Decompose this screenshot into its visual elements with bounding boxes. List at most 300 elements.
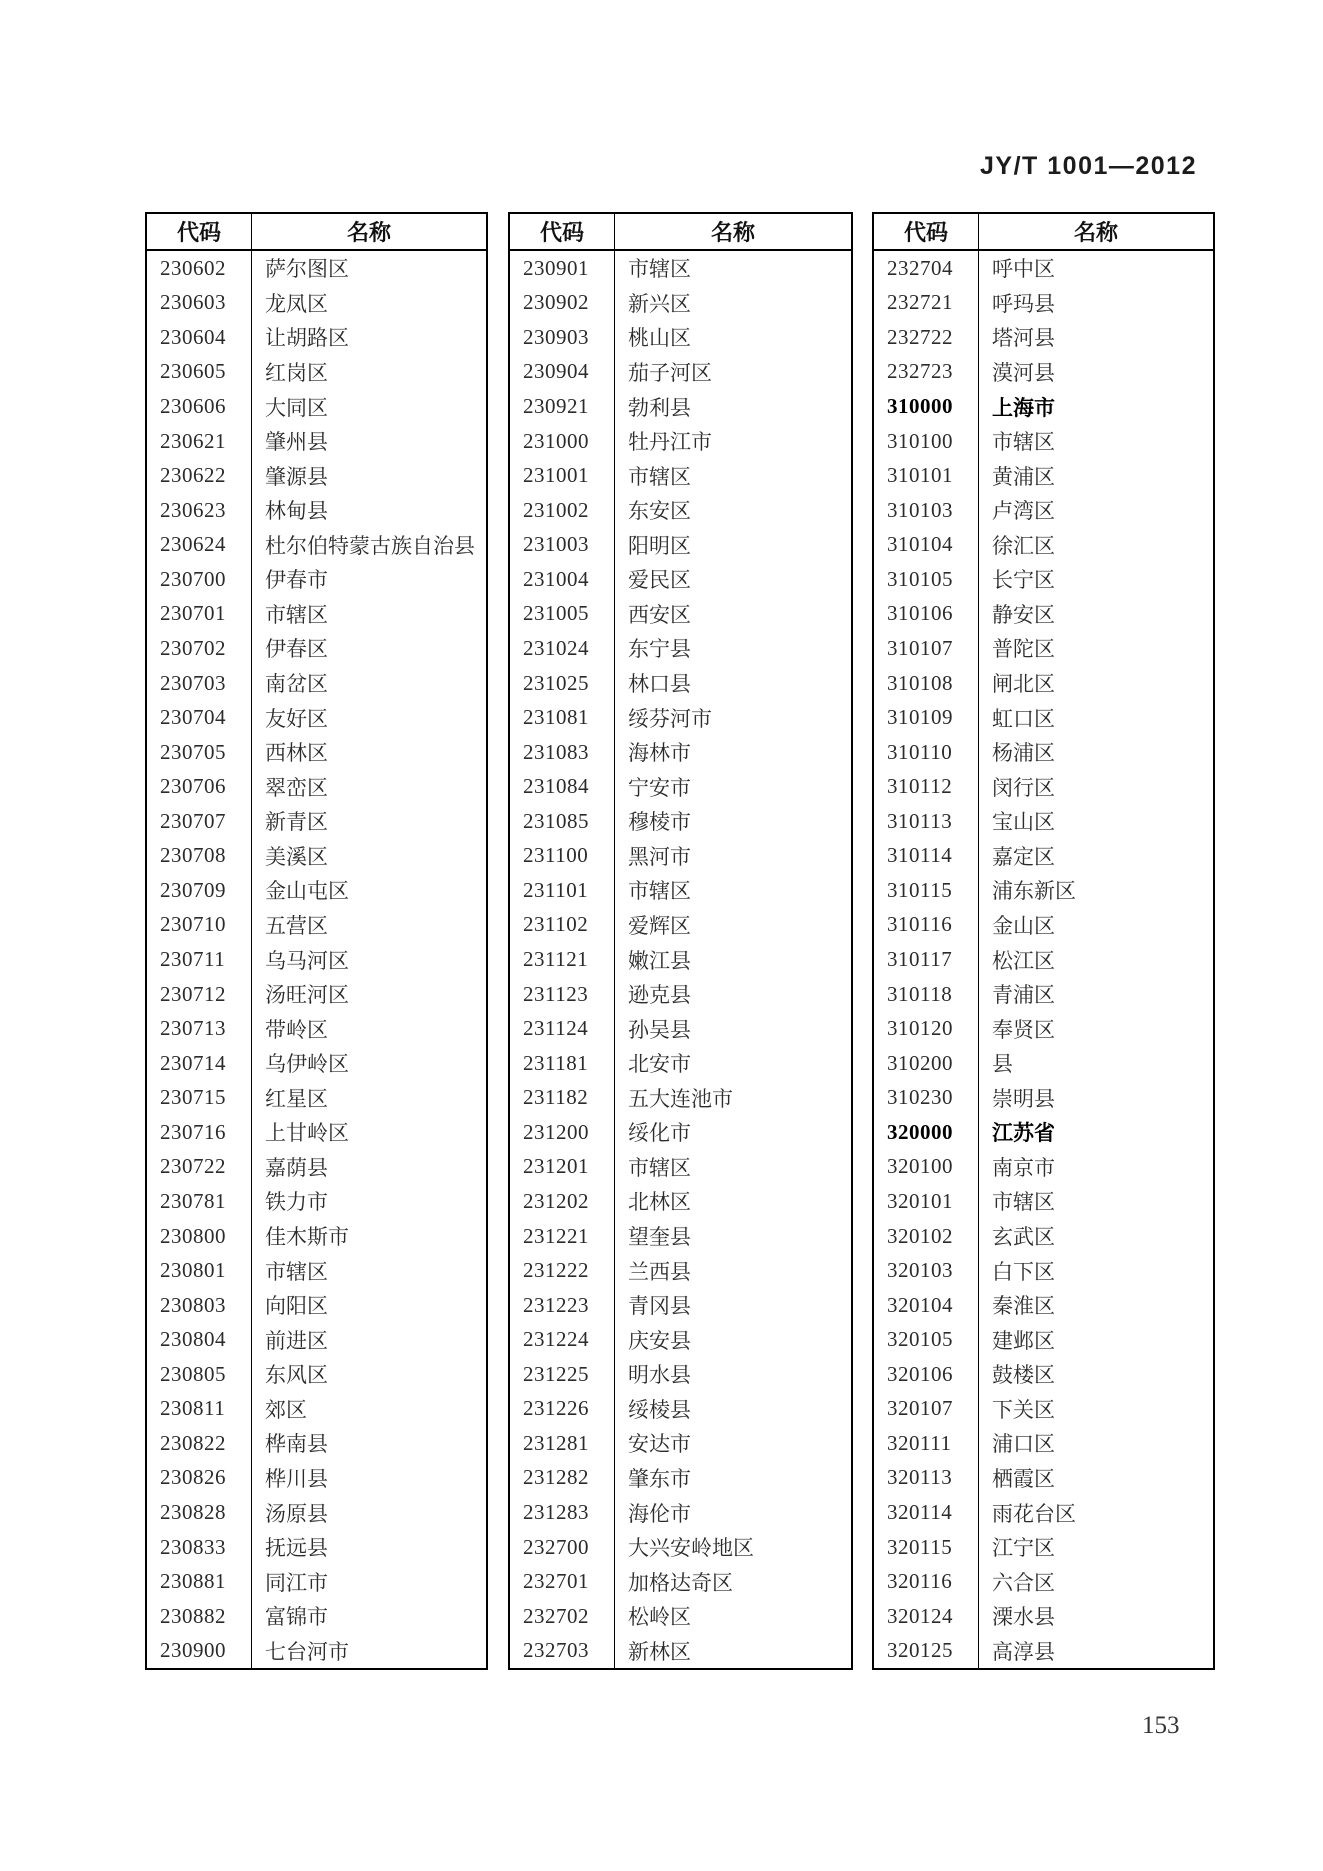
code-cell: 231226 (510, 1392, 615, 1427)
table-row (147, 1495, 486, 1530)
table-row (874, 735, 1213, 770)
code-cell: 231024 (510, 631, 615, 666)
table-row (874, 700, 1213, 735)
name-cell: 向阳区 (265, 1294, 328, 1319)
table-row (147, 1634, 486, 1669)
code-cell: 231025 (510, 666, 615, 701)
name-cell: 穆棱市 (628, 810, 691, 835)
table-row (874, 631, 1213, 666)
code-cell: 310101 (874, 458, 979, 493)
name-cell: 肇东市 (628, 1466, 691, 1491)
name-cell: 市辖区 (628, 464, 691, 489)
table-row (147, 1081, 486, 1116)
code-cell: 320104 (874, 1288, 979, 1323)
name-cell: 嘉定区 (992, 844, 1055, 869)
code-cell: 320107 (874, 1392, 979, 1427)
table-row (510, 1219, 851, 1254)
code-cell: 310108 (874, 666, 979, 701)
code-cell: 231084 (510, 769, 615, 804)
table-row (874, 839, 1213, 874)
code-cell: 232723 (874, 355, 979, 390)
code-cell: 230603 (147, 286, 252, 321)
table-row (147, 1288, 486, 1323)
name-cell: 望奎县 (628, 1225, 691, 1250)
name-cell: 绥芬河市 (628, 706, 712, 731)
table-row (147, 251, 486, 286)
code-cell: 231225 (510, 1357, 615, 1392)
code-cell: 231282 (510, 1461, 615, 1496)
table-row (874, 562, 1213, 597)
table-row (510, 804, 851, 839)
table-row (874, 597, 1213, 632)
code-cell: 230703 (147, 666, 252, 701)
table-row (510, 424, 851, 459)
code-cell: 231000 (510, 424, 615, 459)
code-cell: 230700 (147, 562, 252, 597)
code-cell: 232721 (874, 286, 979, 321)
table-body (147, 251, 486, 1668)
name-cell: 黑河市 (628, 844, 691, 869)
name-cell: 浦口区 (992, 1432, 1055, 1457)
name-cell: 闵行区 (992, 775, 1055, 800)
name-cell: 五营区 (265, 913, 328, 938)
code-cell: 232700 (510, 1530, 615, 1565)
table-row (510, 355, 851, 390)
name-cell: 新青区 (265, 810, 328, 835)
table-row (510, 320, 851, 355)
code-cell: 310100 (874, 424, 979, 459)
code-column-header: 代码 (147, 214, 252, 249)
name-cell: 鼓楼区 (992, 1363, 1055, 1388)
name-cell: 下关区 (992, 1397, 1055, 1422)
name-cell: 前进区 (265, 1328, 328, 1353)
name-cell: 红岗区 (265, 360, 328, 385)
table-row (147, 977, 486, 1012)
table-row (510, 1288, 851, 1323)
code-cell: 310230 (874, 1081, 979, 1116)
name-cell: 徐汇区 (992, 533, 1055, 558)
table-row (874, 908, 1213, 943)
table-row (874, 1081, 1213, 1116)
name-cell: 五大连池市 (628, 1086, 733, 1111)
name-cell: 带岭区 (265, 1017, 328, 1042)
name-cell: 伊春市 (265, 568, 328, 593)
name-cell: 龙凤区 (265, 291, 328, 316)
table-row (147, 320, 486, 355)
name-cell: 嘉荫县 (265, 1155, 328, 1180)
table-row (510, 769, 851, 804)
code-cell: 310120 (874, 1011, 979, 1046)
code-cell: 231003 (510, 528, 615, 563)
name-cell: 新林区 (628, 1639, 691, 1664)
name-cell: 南京市 (992, 1155, 1055, 1180)
table-row (510, 528, 851, 563)
name-cell: 松岭区 (628, 1605, 691, 1630)
name-cell: 漠河县 (992, 360, 1055, 385)
name-cell: 南岔区 (265, 672, 328, 697)
code-cell: 231200 (510, 1115, 615, 1150)
code-cell: 230826 (147, 1461, 252, 1496)
code-cell: 230708 (147, 839, 252, 874)
code-cell: 230900 (147, 1634, 252, 1669)
table-row (147, 458, 486, 493)
code-cell: 231102 (510, 908, 615, 943)
name-cell: 安达市 (628, 1432, 691, 1457)
name-cell: 青浦区 (992, 983, 1055, 1008)
code-cell: 310118 (874, 977, 979, 1012)
table-row (874, 769, 1213, 804)
code-cell: 230781 (147, 1184, 252, 1219)
name-cell: 秦淮区 (992, 1294, 1055, 1319)
name-cell: 市辖区 (992, 430, 1055, 455)
code-cell: 230713 (147, 1011, 252, 1046)
name-cell: 友好区 (265, 706, 328, 731)
code-cell: 230605 (147, 355, 252, 390)
code-cell: 320111 (874, 1426, 979, 1461)
table-header-row (147, 214, 486, 251)
table-row (147, 493, 486, 528)
name-cell: 雨花台区 (992, 1501, 1076, 1526)
code-cell: 232704 (874, 251, 979, 286)
table-row (147, 1461, 486, 1496)
code-cell: 230833 (147, 1530, 252, 1565)
table-row (510, 1392, 851, 1427)
table-row (874, 458, 1213, 493)
name-cell: 林甸县 (265, 499, 328, 524)
table-row (874, 1150, 1213, 1185)
name-cell: 嫩江县 (628, 948, 691, 973)
name-cell: 六合区 (992, 1570, 1055, 1595)
table-row (510, 1530, 851, 1565)
code-cell: 310107 (874, 631, 979, 666)
code-cell: 310110 (874, 735, 979, 770)
name-cell: 爱民区 (628, 568, 691, 593)
name-column-header: 名称 (710, 220, 755, 245)
name-cell: 桦川县 (265, 1466, 328, 1491)
code-cell: 310117 (874, 942, 979, 977)
name-cell: 金山屯区 (265, 879, 349, 904)
code-cell: 230622 (147, 458, 252, 493)
name-cell: 孙吴县 (628, 1017, 691, 1042)
table-row (510, 1357, 851, 1392)
table-row (147, 666, 486, 701)
name-cell: 玄武区 (992, 1225, 1055, 1250)
code-cell: 231101 (510, 873, 615, 908)
name-cell: 汤原县 (265, 1501, 328, 1526)
name-cell: 长宁区 (992, 568, 1055, 593)
code-cell: 230902 (510, 286, 615, 321)
table-row (510, 977, 851, 1012)
code-cell: 230882 (147, 1599, 252, 1634)
table-row (874, 389, 1213, 424)
division-code-table-2 (508, 212, 853, 1670)
code-cell: 320106 (874, 1357, 979, 1392)
name-cell: 富锦市 (265, 1605, 328, 1630)
name-cell: 美溪区 (265, 844, 328, 869)
name-cell: 让胡路区 (265, 326, 349, 351)
name-cell: 东宁县 (628, 637, 691, 662)
name-cell: 萨尔图区 (265, 257, 349, 282)
name-cell: 汤旺河区 (265, 983, 349, 1008)
name-cell: 溧水县 (992, 1605, 1055, 1630)
table-row (874, 666, 1213, 701)
table-row (510, 1011, 851, 1046)
table-row (510, 493, 851, 528)
code-cell: 320000 (874, 1115, 979, 1150)
code-cell: 231083 (510, 735, 615, 770)
name-cell: 市辖区 (265, 602, 328, 627)
name-cell: 加格达奇区 (628, 1570, 733, 1595)
name-cell: 乌伊岭区 (265, 1052, 349, 1077)
code-cell: 232702 (510, 1599, 615, 1634)
code-cell: 320103 (874, 1253, 979, 1288)
table-row (147, 908, 486, 943)
code-cell: 230702 (147, 631, 252, 666)
table-row (874, 1288, 1213, 1323)
table-row (874, 1357, 1213, 1392)
code-cell: 230712 (147, 977, 252, 1012)
name-cell: 建邺区 (992, 1328, 1055, 1353)
name-cell: 闸北区 (992, 672, 1055, 697)
table-row (510, 1115, 851, 1150)
code-cell: 230921 (510, 389, 615, 424)
table-row (147, 1392, 486, 1427)
table-row (147, 769, 486, 804)
code-cell: 231283 (510, 1495, 615, 1530)
table-row (510, 251, 851, 286)
code-cell: 320102 (874, 1219, 979, 1254)
table-row (510, 562, 851, 597)
code-cell: 231121 (510, 942, 615, 977)
code-column-header: 代码 (510, 214, 615, 249)
table-row (510, 873, 851, 908)
table-row (147, 424, 486, 459)
table-row (147, 597, 486, 632)
name-cell: 卢湾区 (992, 499, 1055, 524)
table-header-row (874, 214, 1213, 251)
name-cell: 北安市 (628, 1052, 691, 1077)
table-row (147, 1011, 486, 1046)
code-cell: 230707 (147, 804, 252, 839)
name-cell: 茄子河区 (628, 360, 712, 385)
name-cell: 白下区 (992, 1259, 1055, 1284)
code-cell: 230722 (147, 1150, 252, 1185)
code-cell: 231223 (510, 1288, 615, 1323)
code-cell: 230709 (147, 873, 252, 908)
table-row (510, 1322, 851, 1357)
code-cell: 231085 (510, 804, 615, 839)
name-cell: 金山区 (992, 913, 1055, 938)
name-cell: 高淳县 (992, 1639, 1055, 1664)
table-row (874, 1322, 1213, 1357)
page-number: 153 (1142, 1712, 1180, 1739)
code-cell: 230903 (510, 320, 615, 355)
table-row (874, 1564, 1213, 1599)
code-cell: 230715 (147, 1081, 252, 1116)
name-cell: 桃山区 (628, 326, 691, 351)
name-cell: 兰西县 (628, 1259, 691, 1284)
name-cell: 青冈县 (628, 1294, 691, 1319)
name-cell: 栖霞区 (992, 1466, 1055, 1491)
table-row (510, 1426, 851, 1461)
table-row (874, 286, 1213, 321)
table-row (147, 1599, 486, 1634)
name-cell: 大兴安岭地区 (628, 1536, 754, 1561)
name-cell: 勃利县 (628, 395, 691, 420)
table-body (510, 251, 851, 1668)
name-cell: 翠峦区 (265, 775, 328, 800)
name-cell: 江宁区 (992, 1536, 1055, 1561)
code-cell: 231222 (510, 1253, 615, 1288)
code-cell: 230716 (147, 1115, 252, 1150)
table-row (510, 1046, 851, 1081)
name-cell: 伊春区 (265, 637, 328, 662)
name-cell: 普陀区 (992, 637, 1055, 662)
code-cell: 230704 (147, 700, 252, 735)
name-cell: 逊克县 (628, 983, 691, 1008)
code-cell: 230623 (147, 493, 252, 528)
code-cell: 230624 (147, 528, 252, 563)
name-cell: 新兴区 (628, 291, 691, 316)
division-code-table-1 (145, 212, 488, 1670)
code-cell: 310112 (874, 769, 979, 804)
table-row (874, 1011, 1213, 1046)
name-cell: 东风区 (265, 1363, 328, 1388)
name-cell: 静安区 (992, 602, 1055, 627)
code-cell: 310105 (874, 562, 979, 597)
name-cell: 海林市 (628, 741, 691, 766)
name-cell: 上海市 (992, 395, 1055, 420)
table-row (874, 1115, 1213, 1150)
table-header-row (510, 214, 851, 251)
name-cell: 宝山区 (992, 810, 1055, 835)
table-row (874, 1184, 1213, 1219)
table-row (147, 1150, 486, 1185)
name-cell: 七台河市 (265, 1639, 349, 1664)
code-cell: 320105 (874, 1322, 979, 1357)
table-row (510, 1599, 851, 1634)
table-row (510, 1461, 851, 1496)
table-row (874, 355, 1213, 390)
table-row (874, 320, 1213, 355)
code-cell: 231004 (510, 562, 615, 597)
code-cell: 230822 (147, 1426, 252, 1461)
table-row (510, 666, 851, 701)
code-cell: 320101 (874, 1184, 979, 1219)
name-cell: 崇明县 (992, 1086, 1055, 1111)
name-cell: 市辖区 (265, 1259, 328, 1284)
name-cell: 呼中区 (992, 257, 1055, 282)
code-cell: 310000 (874, 389, 979, 424)
table-row (874, 1392, 1213, 1427)
code-cell: 230705 (147, 735, 252, 770)
code-cell: 320114 (874, 1495, 979, 1530)
name-cell: 市辖区 (992, 1190, 1055, 1215)
code-cell: 231001 (510, 458, 615, 493)
division-code-table-3 (872, 212, 1215, 1670)
table-row (147, 1530, 486, 1565)
code-cell: 230800 (147, 1219, 252, 1254)
code-cell: 231221 (510, 1219, 615, 1254)
name-cell: 庆安县 (628, 1328, 691, 1353)
code-cell: 310109 (874, 700, 979, 735)
name-cell: 同江市 (265, 1570, 328, 1595)
table-row (147, 942, 486, 977)
table-row (147, 839, 486, 874)
table-row (510, 942, 851, 977)
table-row (874, 804, 1213, 839)
code-cell: 231100 (510, 839, 615, 874)
name-cell: 佳木斯市 (265, 1225, 349, 1250)
table-row (874, 493, 1213, 528)
code-cell: 231202 (510, 1184, 615, 1219)
code-cell: 310106 (874, 597, 979, 632)
code-cell: 230711 (147, 942, 252, 977)
table-row (510, 1634, 851, 1669)
name-column-header: 名称 (1073, 220, 1118, 245)
code-cell: 230804 (147, 1322, 252, 1357)
code-cell: 232703 (510, 1634, 615, 1669)
table-row (510, 286, 851, 321)
table-row (874, 424, 1213, 459)
name-cell: 肇源县 (265, 464, 328, 489)
table-row (147, 1322, 486, 1357)
name-cell: 浦东新区 (992, 879, 1076, 904)
code-cell: 231124 (510, 1011, 615, 1046)
code-cell: 320125 (874, 1634, 979, 1669)
name-cell: 江苏省 (992, 1121, 1055, 1146)
table-row (874, 1461, 1213, 1496)
name-cell: 呼玛县 (992, 291, 1055, 316)
code-cell: 310115 (874, 873, 979, 908)
table-row (510, 597, 851, 632)
name-cell: 上甘岭区 (265, 1121, 349, 1146)
name-cell: 杨浦区 (992, 741, 1055, 766)
code-cell: 231201 (510, 1150, 615, 1185)
code-cell: 230621 (147, 424, 252, 459)
code-cell: 230881 (147, 1564, 252, 1599)
code-cell: 230602 (147, 251, 252, 286)
table-row (147, 355, 486, 390)
code-cell: 310104 (874, 528, 979, 563)
code-cell: 310114 (874, 839, 979, 874)
code-cell: 230606 (147, 389, 252, 424)
table-row (147, 562, 486, 597)
table-row (147, 1046, 486, 1081)
table-row (510, 458, 851, 493)
name-cell: 市辖区 (628, 1155, 691, 1180)
code-cell: 231281 (510, 1426, 615, 1461)
table-row (147, 1219, 486, 1254)
name-cell: 海伦市 (628, 1501, 691, 1526)
table-row (147, 1253, 486, 1288)
name-cell: 桦南县 (265, 1432, 328, 1457)
name-cell: 黄浦区 (992, 464, 1055, 489)
code-cell: 320115 (874, 1530, 979, 1565)
name-cell: 阳明区 (628, 533, 691, 558)
code-cell: 230604 (147, 320, 252, 355)
table-row (147, 1184, 486, 1219)
code-cell: 320100 (874, 1150, 979, 1185)
name-cell: 西安区 (628, 602, 691, 627)
table-row (510, 1184, 851, 1219)
code-cell: 230901 (510, 251, 615, 286)
name-cell: 奉贤区 (992, 1017, 1055, 1042)
code-cell: 320113 (874, 1461, 979, 1496)
name-cell: 明水县 (628, 1363, 691, 1388)
name-cell: 爱辉区 (628, 913, 691, 938)
code-cell: 230811 (147, 1392, 252, 1427)
